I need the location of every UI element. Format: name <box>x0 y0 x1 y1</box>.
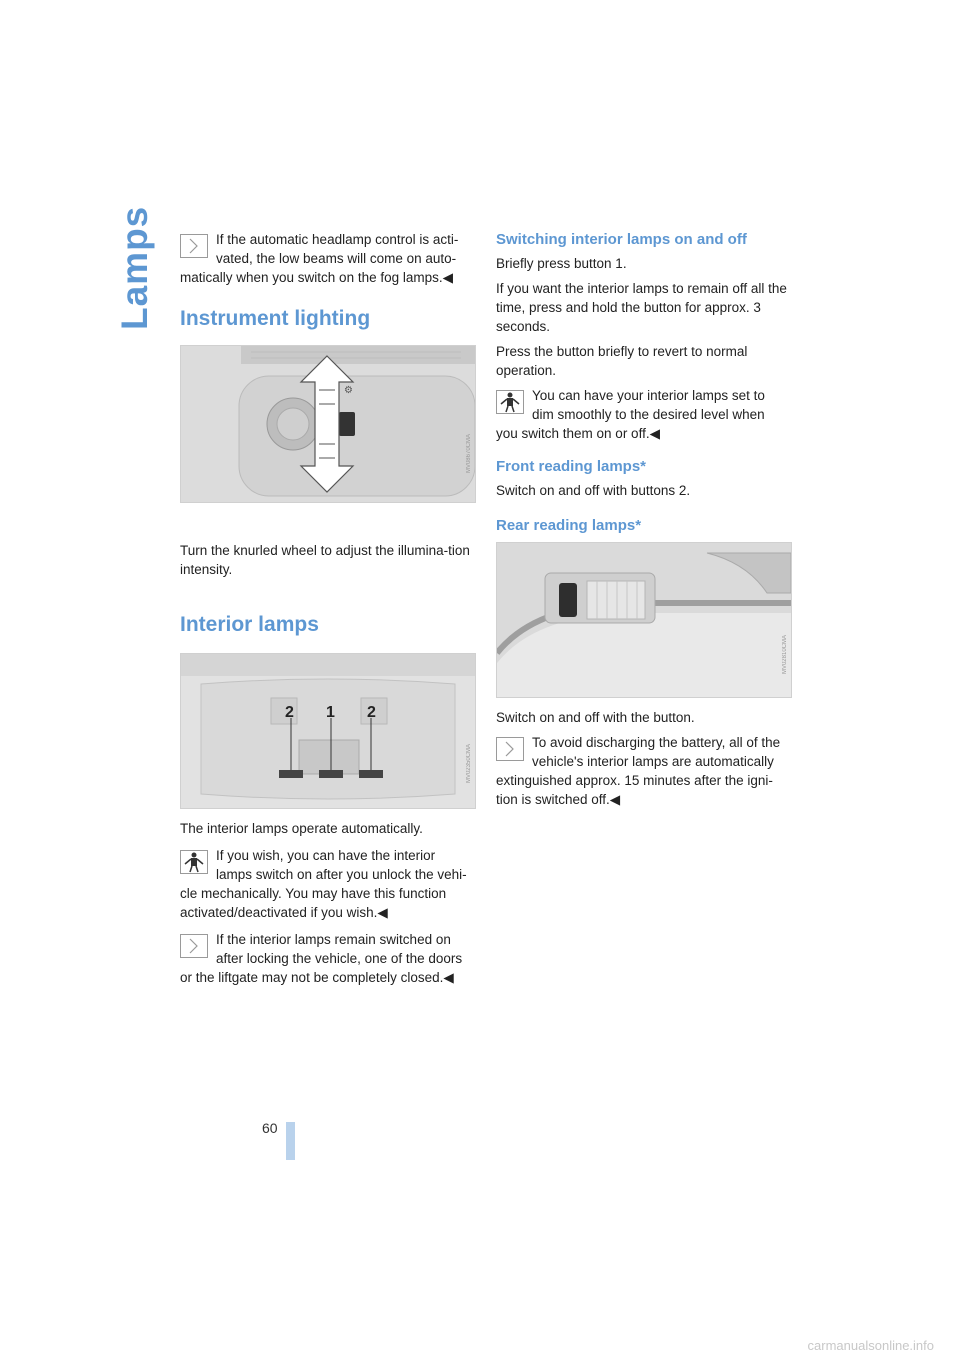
switching-heading: Switching interior lamps on and off <box>496 231 747 248</box>
right-column <box>496 230 792 809</box>
callout-label-1: 1 <box>326 704 335 721</box>
page-number-bar <box>286 1122 295 1160</box>
svg-text:⚙: ⚙ <box>344 385 353 396</box>
note-arrow-icon <box>496 737 524 761</box>
callout-label-2-left: 2 <box>285 704 294 721</box>
interior-lamps-figure <box>180 653 476 809</box>
interior-lamps-text: The interior lamps operate automatically. <box>180 821 423 836</box>
switching-text-2: If you want the interior lamps to remain off all the time, press and hold the button for approx. 3 seconds. <box>496 281 787 334</box>
figure-code: MV02810CMA <box>782 635 788 675</box>
footer-watermark: carmanualsonline.info <box>807 1338 934 1353</box>
switching-text-1: Briefly press button 1. <box>496 256 627 271</box>
figure-code: MV02350CMA <box>466 744 472 784</box>
rear-reading-lamps-text: Switch on and off with the button. <box>496 710 695 725</box>
workshop-person-icon <box>496 390 524 414</box>
overhead-console-illustration <box>181 654 475 808</box>
note-dimming: You can have your interior lamps set to dim smoothly to the desired level when you switch them on or off.◀ <box>496 388 765 441</box>
callout-label-2-right: 2 <box>367 704 376 721</box>
instrument-dial-illustration <box>181 346 475 502</box>
page-number: 60 <box>262 1120 278 1136</box>
workshop-person-icon <box>180 850 208 874</box>
left-column <box>180 230 476 987</box>
instrument-lighting-heading: Instrument lighting <box>180 307 371 330</box>
note-arrow-icon <box>180 234 208 258</box>
note-headlamp: If the automatic headlamp control is acti- vated, the low beams will come on auto- matically when you switch on the fog lamps.◀ <box>180 232 459 285</box>
chapter-title: Lamps <box>114 205 155 330</box>
rear-reading-lamps-figure <box>496 542 792 698</box>
rear-reading-lamps-heading: Rear reading lamps* <box>496 517 642 534</box>
note-arrow-icon <box>180 934 208 958</box>
front-reading-lamps-text: Switch on and off with buttons 2. <box>496 483 691 498</box>
note-battery: To avoid discharging the battery, all of the vehicle's interior lamps are automatically extinguished approx. 15 minutes after the igni-tion is switched off.◀ <box>496 735 781 807</box>
note-interior-doors: If the interior lamps remain switched on after locking the vehicle, one of the doors or the liftgate may not be completely closed.◀ <box>180 932 463 985</box>
rear-lamp-illustration <box>497 543 791 697</box>
instrument-lighting-text: Turn the knurled wheel to adjust the illumina-tion intensity. <box>180 543 470 577</box>
switching-text-3: Press the button briefly to revert to normal operation. <box>496 344 748 378</box>
figure-code: MV08670CMA <box>466 434 472 474</box>
interior-lamps-heading: Interior lamps <box>180 613 319 636</box>
instrument-lighting-figure <box>180 345 476 503</box>
front-reading-lamps-heading: Front reading lamps* <box>496 458 647 475</box>
note-interior-mechanical: If you wish, you can have the interior lamps switch on after you unlock the vehi- cle mechanically. You may have this function activated/deactivated if you wish.◀ <box>180 848 467 920</box>
